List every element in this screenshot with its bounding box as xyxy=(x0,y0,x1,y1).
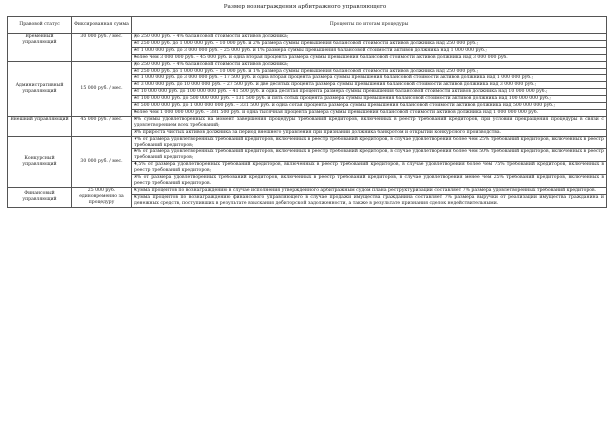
table-header xyxy=(8,17,607,34)
percent-item: • Сумма процентов по вознаграждению финансового управляющего в случае продажи имущества гражданина составляет 7% размера выручки от реализации имущества гражданина и денежных средств, поступивших в результате взыскания дебиторской задолженности, а также в результате признания сделок недействительными. xyxy=(132,194,607,207)
percent-item: • от 250 000 руб. до 1 000 000 руб. – 10 000 руб. и 2% размера суммы превышения балансовой стоимости активов должника над 250 000 руб.; xyxy=(132,40,607,47)
status-financial: Финансовый управляющий xyxy=(8,187,72,207)
percent-item: • 4,5% от размера удовлетворенных требований кредиторов, включенных в реестр требований кредиторов, в случае удовлетворения более чем 75% требований кредиторов, включенных в реестр требований кредиторов; xyxy=(132,162,607,175)
amount-external: 45 000 руб. / мес. xyxy=(72,116,132,136)
percent-item: • от 1 000 000 руб. до 3 000 000 руб. – 17 500 руб. и одна вторая процента размера суммы превышения балансовой стоимости активов должника над 1 000 000 руб.; xyxy=(132,75,607,82)
percent-item: • 3% от размера удовлетворенных требований кредиторов, включенных в реестр требований кредиторов, в случае удовлетворения менее чем 25% требований кредиторов, включенных в реестр требований кредиторов. xyxy=(132,175,607,188)
percent-item: • до 250 000 руб. – 4% балансовой стоимости активов должника; xyxy=(132,34,607,41)
percent-item: • от 250 000 руб. до 1 000 000 руб. – 10 000 руб. и 1% размера суммы превышения балансовой стоимости активов должника над 250 000 руб.; xyxy=(132,68,607,75)
amount-bankruptcy: 30 000 руб. / мес. xyxy=(72,136,132,187)
status-external: Внешний управляющий xyxy=(8,116,72,136)
percent-item: • 8% суммы удовлетворенных на момент завершения процедуры требований кредиторов, включенных в реестр требований кредиторов, при условии прекращения процедуры в связи с удовлетворением всех требований; xyxy=(132,116,607,129)
percent-item: • 6% от размера удовлетворенных требований кредиторов, включенных в реестр требований кредиторов, в случае удовлетворения более чем 50% требований кредиторов, включенных в реестр требований кредиторов; xyxy=(132,149,607,162)
percent-item: • Сумма процентов по вознаграждению в случае исполнения утвержденного арбитражным судом плана реструктуризации составляет 7% размера удовлетворенных требований кредиторов. xyxy=(132,187,607,194)
percent-item: • от 100 000 000 руб. до 500 000 000 руб. – 131 500 руб. и пять сотых процента размера суммы превышения балансовой стоимости активов должника над 100 000 000 руб.; xyxy=(132,96,607,103)
fee-table xyxy=(7,16,607,208)
percent-item: • более чем 1 000 000 000 руб. – 381 500 руб. и одна тысячная процента размера суммы превышения балансовой стоимости активов должника над 1 000 000 000 руб. xyxy=(132,109,607,116)
amount-temporary: 30 000 руб. / мес. xyxy=(72,34,132,62)
header-amount: Фиксированная сумма xyxy=(72,17,132,34)
percent-item: • от 3 000 000 руб. до 10 000 000 руб. – 27 500 руб. и две десятых процента размера суммы превышения балансовой стоимости активов должника над 3 000 000 руб.; xyxy=(132,82,607,89)
status-administrative: Административный управляющий xyxy=(8,61,72,116)
amount-administrative: 15 000 руб. / мес. xyxy=(72,61,132,116)
header-status: Правовой статус xyxy=(8,17,72,34)
percent-item: • от 10 000 000 руб. до 100 000 000 руб. – 41 500 руб. и одна десятая процента размера суммы превышения балансовой стоимости активов должника над 10 000 000 руб.; xyxy=(132,89,607,96)
percent-item: • до 250 000 руб. – 4% балансовой стоимости активов должника; xyxy=(132,61,607,68)
table-row xyxy=(8,34,607,41)
status-bankruptcy: Конкурсный управляющий xyxy=(8,136,72,187)
table-body xyxy=(8,34,607,208)
percent-item: • от 1 000 000 руб. до 3 000 000 руб. – 25 000 руб. и 1% размера суммы превышения балансовой стоимости активов должника над 1 000 000 руб.; xyxy=(132,47,607,54)
status-temporary: Временный управляющий xyxy=(8,34,72,62)
amount-financial: 25 000 руб. единовременно за процедуру xyxy=(72,187,132,207)
percent-item: • от 500 000 000 руб. до 1 000 000 000 руб. – 331 500 руб. и одна сотая процента размера суммы превышения балансовой стоимости активов должника над 500 000 000 руб.; xyxy=(132,103,607,110)
table-row xyxy=(8,136,607,149)
percent-item: • 3% прироста чистых активов должника за период внешнего управления при признании должника банкротом и открытии конкурсного производства. xyxy=(132,129,607,136)
table-row xyxy=(8,116,607,129)
table-row xyxy=(8,61,607,68)
table-row xyxy=(8,187,607,194)
percent-item: • более чем 3 000 000 руб. – 45 000 руб. и одна вторая процента размера суммы превышения балансовой стоимости активов должника над 3 000 000 руб. xyxy=(132,54,607,61)
percent-item: • 7% от размера удовлетворенных требований кредиторов, включенных в реестр требований кредиторов, в случае удовлетворения более чем 25% требований кредиторов, включенных в реестр требований кредиторов; xyxy=(132,136,607,149)
header-percent: Проценты по итогам процедуры xyxy=(132,17,607,34)
page-title: Размер вознаграждения арбитражного управляющего xyxy=(223,4,387,10)
header-row xyxy=(8,17,607,34)
